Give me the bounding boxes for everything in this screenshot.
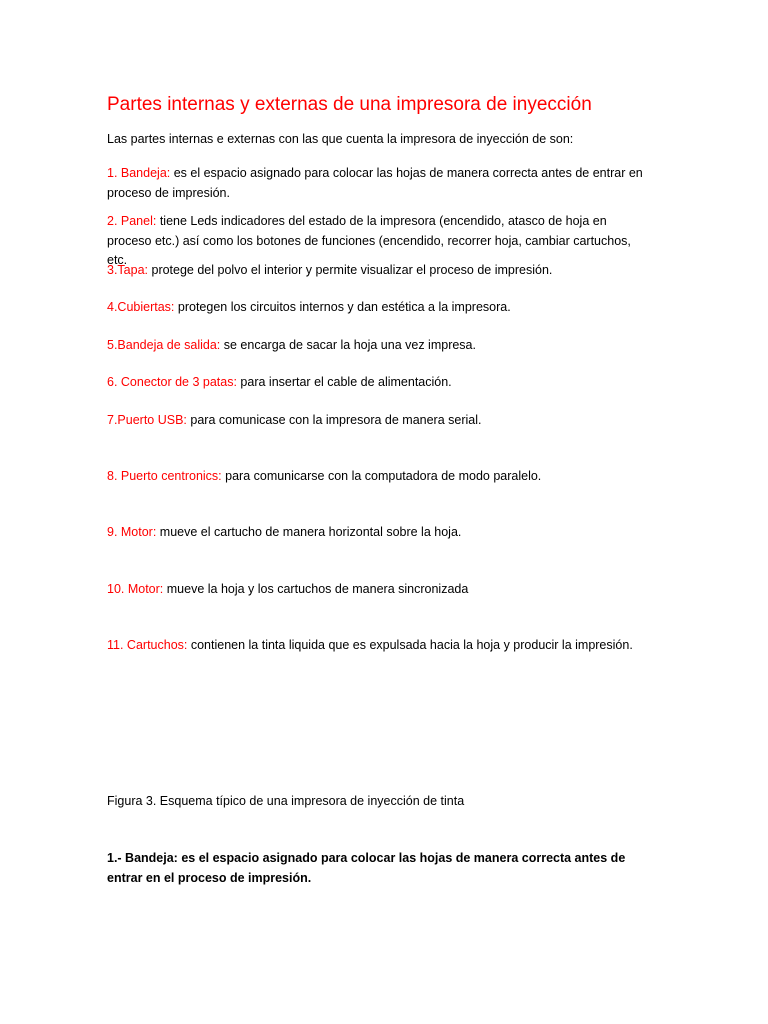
item-text: mueve el cartucho de manera horizontal sobre la hoja.: [156, 525, 462, 539]
item-text: para insertar el cable de alimentación.: [236, 375, 452, 389]
bold-paragraph: 1.- Bandeja: es el espacio asignado para colocar las hojas de manera correcta antes de entrar en el proceso de impresión.: [107, 851, 626, 885]
item-label: 11. Cartuchos:: [107, 638, 188, 652]
item-label: 5.Bandeja de salida:: [107, 338, 221, 352]
item-label: 4.Cubiertas:: [107, 300, 175, 314]
item-label: 6. Conector de 3 patas:: [107, 375, 237, 389]
item-label: 3.Tapa:: [107, 263, 149, 277]
item-text: para comunicase con la impresora de manera serial.: [186, 413, 482, 427]
item-text: protege del polvo el interior y permite visualizar el proceso de impresión.: [148, 263, 553, 277]
list-item-motor-1: [107, 523, 652, 543]
figure-caption: Figura 3. Esquema típico de una impresora de inyección de tinta: [107, 794, 465, 808]
list-item-bandeja-salida: [107, 336, 652, 356]
list-item-puerto-usb: [107, 411, 652, 431]
intro-paragraph: Las partes internas e externas con las que cuenta la impresora de inyección de son:: [107, 132, 574, 146]
item-label: 1. Bandeja:: [107, 166, 171, 180]
list-item-motor-2: [107, 580, 652, 600]
list-item-conector: [107, 373, 652, 393]
list-item-tapa: [107, 261, 652, 281]
item-text: contienen la tinta liquida que es expulsada hacia la hoja y producir la impresión.: [187, 638, 633, 652]
list-item-puerto-centronics: [107, 467, 652, 487]
item-text: protegen los circuitos internos y dan estética a la impresora.: [174, 300, 511, 314]
item-text: mueve la hoja y los cartuchos de manera sincronizada: [163, 582, 469, 596]
list-item-cartuchos: [107, 636, 652, 656]
item-text: para comunicarse con la computadora de modo paralelo.: [221, 469, 542, 483]
list-item-cubiertas: [107, 298, 652, 318]
item-label: 10. Motor:: [107, 582, 164, 596]
item-label: 2. Panel:: [107, 214, 157, 228]
list-item-bandeja: [107, 164, 652, 203]
item-text: se encarga de sacar la hoja una vez impresa.: [220, 338, 476, 352]
item-label: 7.Puerto USB:: [107, 413, 187, 427]
item-text: tiene Leds indicadores del estado de la impresora (encendido, atasco de hoja en proceso etc.) así como los botones de funciones (encendido, recorrer hoja, cambiar cartuchos, etc.: [107, 214, 631, 267]
item-label: 8. Puerto centronics:: [107, 469, 222, 483]
item-label: 9. Motor:: [107, 525, 157, 539]
item-text: es el espacio asignado para colocar las hojas de manera correcta antes de entrar en proceso de impresión.: [107, 166, 643, 200]
page-title: Partes internas y externas de una impresora de inyección: [107, 94, 592, 115]
